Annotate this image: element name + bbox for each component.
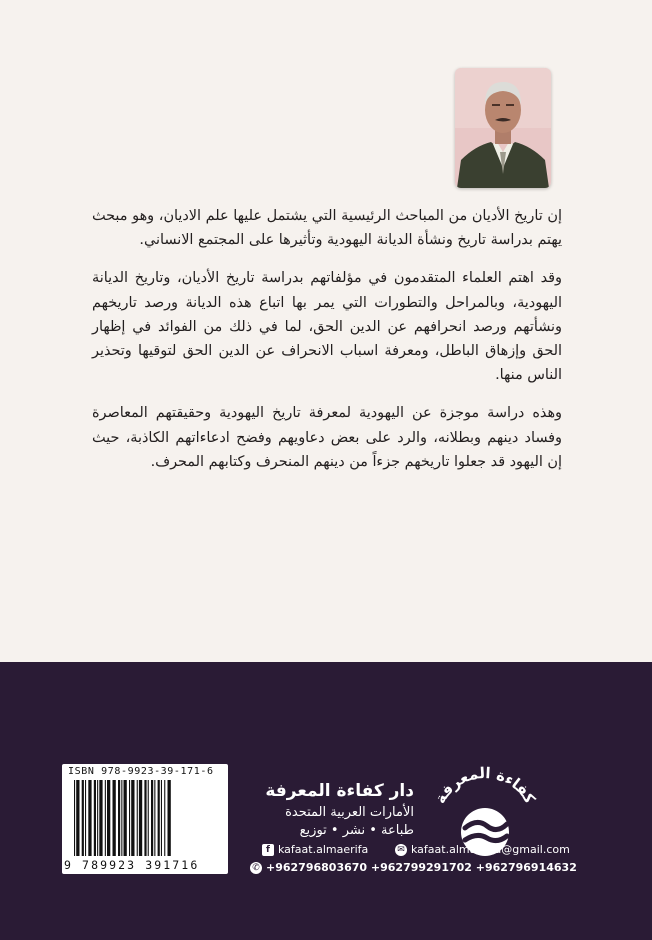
facebook-icon: f <box>262 844 274 856</box>
svg-text:كفاءة المعرفة <box>431 764 539 807</box>
whatsapp-icon: ✆ <box>250 862 262 874</box>
email-address: kafaat.almaerifa@gmail.com <box>411 843 570 856</box>
phone-numbers: +962796803670 +962799291702 +962796914632 <box>266 861 577 874</box>
barcode-bar <box>107 780 110 856</box>
barcode-bar <box>131 780 134 856</box>
paragraph: وقد اهتم العلماء المتقدمون في مؤلفاتهم بدراسة تاريخ الأديان، وتاريخ الديانة اليهودية، وبالمراحل والتطورات التي يمر بها اتباع هذه الديانة ورصد تاريخهم ونشأتهم ورصد انحرافهم عن الدين الحق، لما في ذلك من الفوائد في إظهار الحق وإزهاق الباطل، ومعرفة اسباب الانحراف عن الدين الحق لتوقيها وتحذير الناس منها. <box>92 270 562 384</box>
isbn-barcode <box>62 764 228 874</box>
barcode-bar <box>82 780 84 856</box>
publisher-country: الأمارات العربية المتحدة <box>285 805 414 820</box>
logo-arc-text: كفاءة المعرفة <box>430 763 540 807</box>
email-icon: ✉ <box>395 844 407 856</box>
barcode-bar <box>88 780 91 856</box>
author-photo <box>455 68 551 188</box>
barcode-bar <box>105 780 106 856</box>
barcode-bar <box>74 780 75 856</box>
barcode-bar <box>129 780 130 856</box>
barcode-bar <box>164 780 165 856</box>
barcode-bar <box>158 780 160 856</box>
barcode-bar <box>144 780 146 856</box>
barcode-bar <box>148 780 149 856</box>
facebook-contact[interactable] <box>262 843 368 856</box>
publisher-services: طباعة • نشر • توزيع <box>299 823 414 838</box>
barcode-bar <box>85 780 86 856</box>
barcode-bar <box>99 780 102 856</box>
paragraph: إن تاريخ الأديان من المباحث الرئيسية التي يشتمل عليها علم الاديان، وهو مبحث يهتم بدراسة تاريخ ونشأة الديانة اليهودية وتأثيرها على المجتمع الانساني. <box>92 208 562 249</box>
publisher-name: دار كفاءة المعرفة <box>265 781 414 801</box>
barcode-bar <box>168 780 171 856</box>
barcode-bar <box>161 780 162 856</box>
barcode-bar <box>124 780 127 856</box>
barcode-bar <box>151 780 153 856</box>
barcode-bar <box>154 780 155 856</box>
email-contact[interactable] <box>395 843 570 856</box>
barcode-bar <box>118 780 120 856</box>
barcode-bar <box>97 780 98 856</box>
barcode-bar <box>76 780 79 856</box>
barcode-bar <box>113 780 116 856</box>
phone-contact[interactable] <box>250 861 577 874</box>
facebook-handle: kafaat.almaerifa <box>278 843 369 856</box>
barcode-bar <box>139 780 142 856</box>
barcode-digits: 9 789923 391716 <box>64 858 200 872</box>
barcode-bar <box>137 780 138 856</box>
barcode-bars <box>72 780 218 858</box>
back-cover-description <box>92 204 562 488</box>
barcode-bar <box>94 780 96 856</box>
paragraph: وهذه دراسة موجزة عن اليهودية لمعرفة تاريخ اليهودية وحقيقتهم المعاصرة وفساد دينهم وبطلانه، والرد على بعض دعاويهم وفضح ادعاءاتهم الكاذبة، حيث إن اليهود قد جعلوا تاريخهم جزءاً من دينهم المنحرف وكتابهم المحرف. <box>92 405 562 470</box>
isbn-label: ISBN 978-9923-39-171-6 <box>68 766 214 777</box>
barcode-bar <box>121 780 122 856</box>
